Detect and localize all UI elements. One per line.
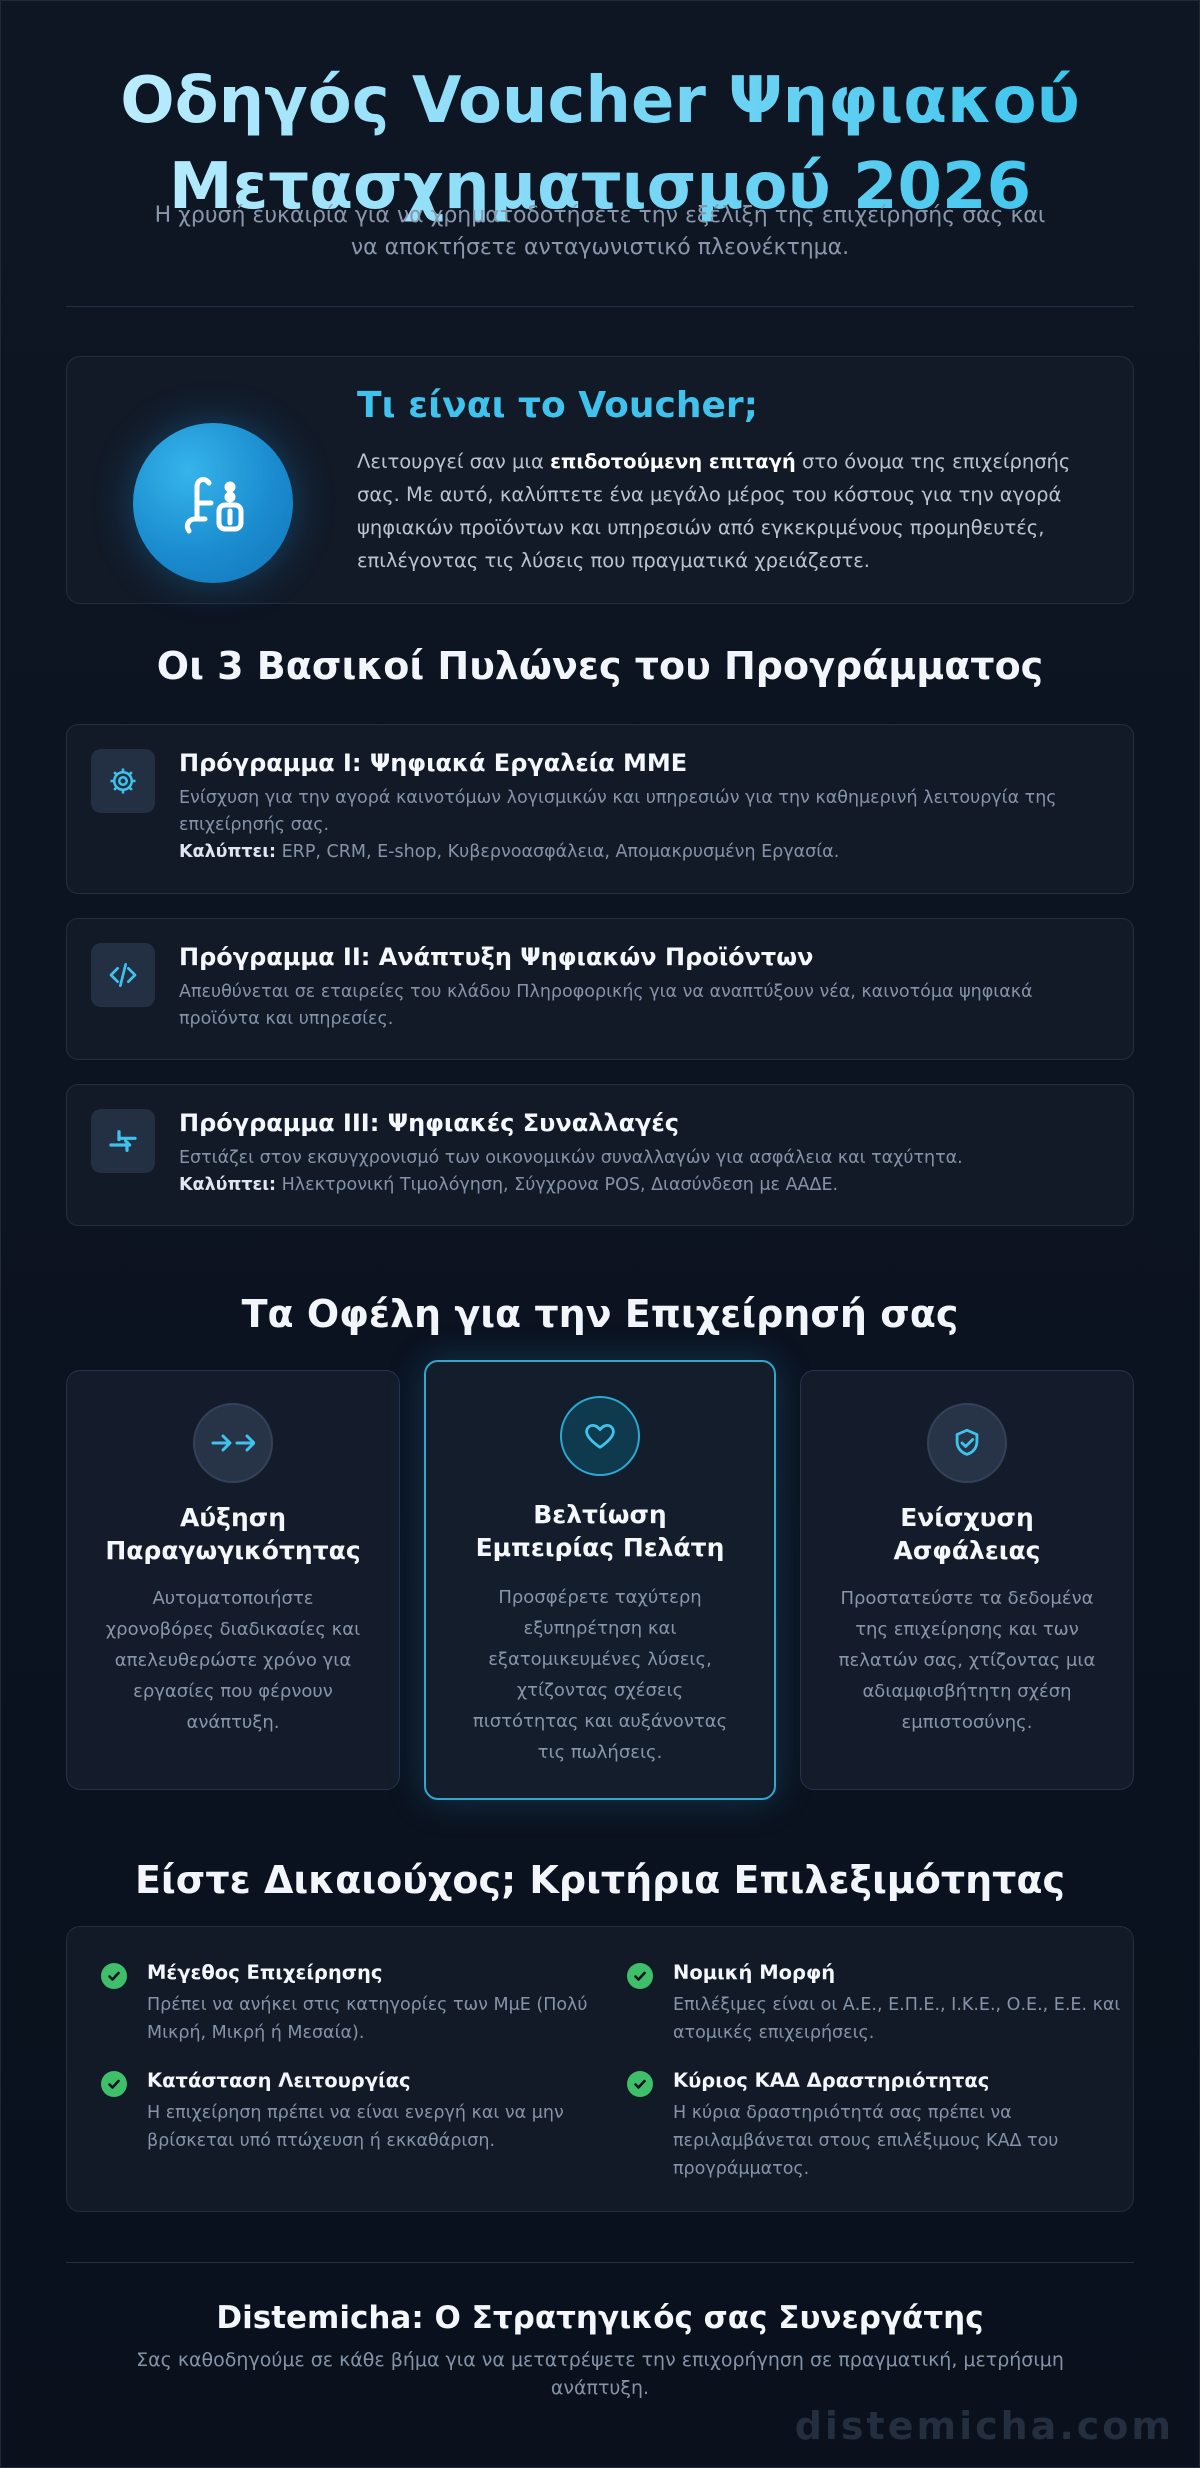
criterion-title: Μέγεθος Επιχείρησης [147, 1961, 383, 1984]
gear-icon [91, 749, 155, 813]
intro-text-bold: επιδοτούμενη επιταγή [550, 450, 796, 473]
program-card-1 [66, 724, 1134, 894]
criterion-desc: Η κύρια δραστηριότητά σας πρέπει να περιλαμβάνεται στους επιλέξιμους ΚΑΔ του προγράμματος. [673, 2103, 1059, 2179]
intro-text: Λειτουργεί σαν μια επιδοτούμενη επιταγή στο όνομα της επιχείρησής σας. Με αυτό, καλύπτετε ένα μεγάλο μέρος του κόστους για την αγορά ψηφιακών προϊόντων και υπηρεσιών από εγκεκριμένους προμηθευτές, επιλέγοντας τις λύσεις που πραγματικά χρειάζεστε. [357, 450, 1071, 572]
program-desc: Ενίσχυση για την αγορά καινοτόμων λογισμικών και υπηρεσιών για την καθημερινή λειτουργία της επιχείρησής σας. Καλύπτει: ERP, CRM, E-shop, Κυβερνοασφάλεια, Απομακρυσμένη Εργασία. [179, 788, 1057, 862]
benefit-title: Αύξηση Παραγωγικότητας [105, 1503, 361, 1565]
check-icon [627, 2071, 653, 2097]
benefit-title: Βελτίωση Εμπειρίας Πελάτη [475, 1500, 725, 1562]
criterion-desc: Η επιχείρηση πρέπει να είναι ενεργή και να μην βρίσκεται υπό πτώχευση ή εκκαθάριση. [147, 2103, 564, 2151]
shield-icon [927, 1403, 1007, 1483]
benefit-desc: Προσφέρετε ταχύτερη εξυπηρέτηση και εξατομικευμένες λύσεις, χτίζοντας σχέσεις πιστότητας και αυξάνοντας τις πωλήσεις. [472, 1587, 728, 1763]
program-desc: Απευθύνεται σε εταιρείες του κλάδου Πληροφορικής για να αναπτύξουν νέα, καινοτόμα ψηφιακά προϊόντα και υπηρεσίες. [179, 982, 1033, 1029]
code-icon [91, 943, 155, 1007]
criterion-title: Νομική Μορφή [673, 1961, 836, 1984]
program-card-2 [66, 918, 1134, 1060]
criterion-title: Κύριος ΚΑΔ Δραστηριότητας [673, 2069, 990, 2092]
double-arrow-icon [193, 1403, 273, 1483]
criterion-desc: Πρέπει να ανήκει στις κατηγορίες των ΜμΕ (Πολύ Μικρή, Μικρή ή Μεσαία). [147, 1995, 588, 2043]
criterion-title: Κατάσταση Λειτουργίας [147, 2069, 411, 2092]
watermark: distemicha.com [794, 2404, 1174, 2448]
benefit-card-1 [66, 1370, 400, 1790]
footer-text: Σας καθοδηγούμε σε κάθε βήμα για να μετατρέψετε την επιχορήγηση σε πραγματική, μετρήσιμη ανάπτυξη. [136, 2349, 1064, 2399]
program-desc: Εστιάζει στον εκσυγχρονισμό των οικονομικών συναλλαγών για ασφάλεια και ταχύτητα. Καλύπτει: Ηλεκτρονική Τιμολόγηση, Σύγχρονα POS, Διασύνδεση με ΑΑΔΕ. [179, 1148, 963, 1195]
covers-label: Καλύπτει: [179, 1175, 277, 1195]
page-subtitle: Η χρυσή ευκαιρία για να χρηματοδοτήσετε την εξέλιξη της επιχείρησής σας και να αποκτήσετε ανταγωνιστικό πλεονέκτημα. [154, 203, 1046, 260]
benefit-title: Ενίσχυση Ασφάλειας [893, 1503, 1041, 1565]
divider [66, 306, 1134, 307]
eligibility-title: Είστε Δικαιούχος; Κριτήρια Επιλεξιμότητας [134, 1858, 1066, 1902]
check-icon [101, 2071, 127, 2097]
heart-icon [560, 1396, 640, 1476]
hand-coin-icon [133, 423, 293, 583]
benefit-desc: Προστατεύστε τα δεδομένα της επιχείρησης και των πελατών σας, χτίζοντας μια αδιαμφισβήτητη σχέση εμπιστοσύνης. [838, 1588, 1096, 1733]
program-title: Πρόγραμμα ΙΙ: Ανάπτυξη Ψηφιακών Προϊόντων [179, 943, 814, 971]
title-line-1: Οδηγός Voucher Ψηφιακού [120, 64, 1080, 138]
footer-title: Distemicha: Ο Στρατηγικός σας Συνεργάτης [216, 2300, 984, 2336]
benefit-desc: Αυτοματοποιήστε χρονοβόρες διαδικασίες και απελευθερώστε χρόνο για εργασίες που φέρνουν ανάπτυξη. [105, 1588, 361, 1733]
divider [66, 2262, 1134, 2263]
criterion-desc: Επιλέξιμες είναι οι Α.Ε., Ε.Π.Ε., Ι.Κ.Ε., Ο.Ε., Ε.Ε. και ατομικές επιχειρήσεις. [673, 1995, 1121, 2043]
intro-card [66, 356, 1134, 604]
program-title: Πρόγραμμα Ι: Ψηφιακά Εργαλεία ΜΜΕ [179, 749, 688, 777]
program-title: Πρόγραμμα ΙΙΙ: Ψηφιακές Συναλλαγές [179, 1109, 679, 1137]
check-icon [627, 1963, 653, 1989]
pillars-title: Οι 3 Βασικοί Πυλώνες του Προγράμματος [156, 644, 1044, 688]
benefit-card-2 [424, 1360, 776, 1800]
transfer-icon [91, 1109, 155, 1173]
intro-title: Τι είναι το Voucher; [357, 385, 759, 426]
check-icon [101, 1963, 127, 1989]
covers-label: Καλύπτει: [179, 842, 277, 862]
title-line-2: Μετασχηματισμού 2026 [168, 150, 1032, 224]
eligibility-card [66, 1926, 1134, 2212]
benefits-title: Τα Οφέλη για την Επιχείρησή σας [241, 1292, 959, 1336]
benefit-card-3 [800, 1370, 1134, 1790]
program-card-3 [66, 1084, 1134, 1226]
